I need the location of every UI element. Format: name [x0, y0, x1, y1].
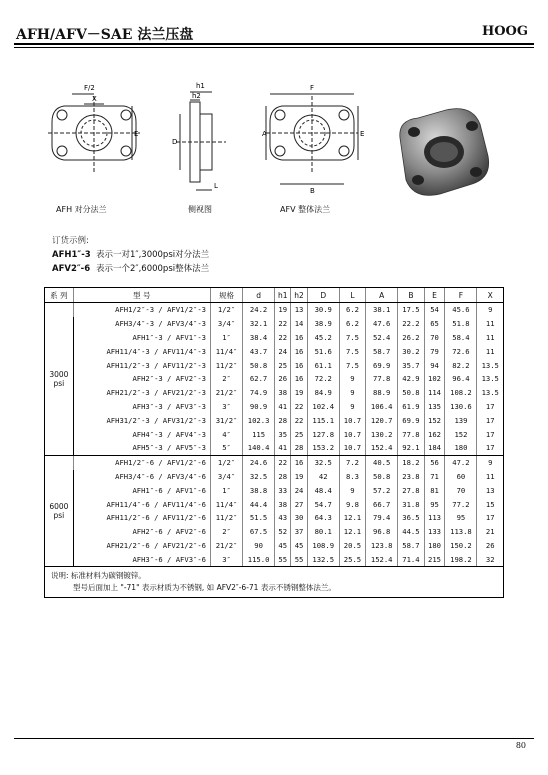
notes-row	[45, 567, 504, 598]
value-cell: 36.5	[398, 511, 424, 525]
value-cell: 65	[424, 317, 445, 331]
model-cell: AFH1/2″-6 / AFV1/2″-6	[73, 455, 210, 469]
column-header: h1	[275, 288, 291, 303]
value-cell: 16	[291, 455, 307, 469]
value-cell: 92.1	[398, 441, 424, 455]
order-code: AFV2″-6	[52, 264, 91, 274]
table-row	[45, 400, 504, 414]
value-cell: 6.2	[339, 317, 365, 331]
value-cell: 13.5	[477, 386, 504, 400]
footer-rule	[14, 738, 534, 739]
value-cell: 31/2″	[211, 413, 243, 427]
table-header-row	[45, 288, 504, 303]
value-cell: 153.2	[307, 441, 339, 455]
value-cell: 9	[339, 372, 365, 386]
value-cell: 30	[291, 511, 307, 525]
value-cell: 45.2	[307, 331, 339, 345]
value-cell: 52.4	[366, 331, 398, 345]
value-cell: 31.8	[398, 497, 424, 511]
table-row	[45, 386, 504, 400]
flange-photo	[388, 100, 498, 200]
value-cell: 198.2	[445, 552, 477, 566]
model-cell: AFH1″-3 / AFV1″-3	[73, 331, 210, 345]
value-cell: 81	[424, 483, 445, 497]
value-cell: 123.8	[366, 539, 398, 553]
value-cell: 21/2″	[211, 539, 243, 553]
value-cell: 22	[275, 331, 291, 345]
value-cell: 38	[275, 386, 291, 400]
column-header: 系 列	[45, 288, 74, 303]
value-cell: 2″	[211, 372, 243, 386]
value-cell: 132.5	[307, 552, 339, 566]
model-cell: AFH11/2″-6 / AFV11/2″-6	[73, 511, 210, 525]
value-cell: 135	[424, 400, 445, 414]
value-cell: 54.7	[307, 497, 339, 511]
value-cell: 19	[291, 470, 307, 484]
value-cell: 71.4	[398, 552, 424, 566]
value-cell: 10.7	[339, 427, 365, 441]
value-cell: 150.2	[445, 539, 477, 553]
header-rule-thin	[14, 47, 534, 48]
value-cell: 64.3	[307, 511, 339, 525]
value-cell: 7.5	[339, 358, 365, 372]
dim-e-afv: E	[360, 130, 365, 138]
value-cell: 9	[477, 455, 504, 469]
value-cell: 7.5	[339, 344, 365, 358]
model-cell: AFH31/2″-3 / AFV31/2″-3	[73, 413, 210, 427]
value-cell: 162	[424, 427, 445, 441]
column-header: 规格	[211, 288, 243, 303]
value-cell: 48.4	[307, 483, 339, 497]
value-cell: 19	[291, 386, 307, 400]
value-cell: 56	[424, 455, 445, 469]
value-cell: 14	[291, 317, 307, 331]
value-cell: 45.6	[445, 303, 477, 317]
value-cell: 62.7	[243, 372, 275, 386]
model-cell: AFH2″-6 / AFV2″-6	[73, 525, 210, 539]
value-cell: 139	[445, 413, 477, 427]
value-cell: 45	[291, 539, 307, 553]
value-cell: 47.6	[366, 317, 398, 331]
dim-e: E	[134, 130, 139, 138]
value-cell: 96.4	[445, 372, 477, 386]
value-cell: 61.1	[307, 358, 339, 372]
value-cell: 17	[477, 413, 504, 427]
value-cell: 1/2″	[211, 303, 243, 317]
value-cell: 60	[445, 470, 477, 484]
value-cell: 16	[291, 372, 307, 386]
value-cell: 90.9	[243, 400, 275, 414]
value-cell: 3/4″	[211, 317, 243, 331]
model-cell: AFH21/2″-6 / AFV21/2″-6	[73, 539, 210, 553]
order-example-title: 订货示例:	[52, 236, 89, 246]
header-rule	[14, 43, 534, 45]
value-cell: 8.3	[339, 470, 365, 484]
column-header: 型 号	[73, 288, 210, 303]
table-row	[45, 525, 504, 539]
value-cell: 72.2	[307, 372, 339, 386]
value-cell: 127.8	[307, 427, 339, 441]
value-cell: 32.5	[307, 455, 339, 469]
model-cell: AFH2″-3 / AFV2″-3	[73, 372, 210, 386]
value-cell: 37	[291, 525, 307, 539]
series-label: 3000 psi	[45, 303, 74, 456]
value-cell: 51.8	[445, 317, 477, 331]
value-cell: 67.5	[243, 525, 275, 539]
value-cell: 11/2″	[211, 358, 243, 372]
value-cell: 130.2	[366, 427, 398, 441]
table-row	[45, 427, 504, 441]
value-cell: 21	[477, 525, 504, 539]
value-cell: 1/2″	[211, 455, 243, 469]
spec-table	[44, 287, 504, 598]
order-desc: 表示一对1″,3000psi对分法兰	[96, 250, 210, 260]
value-cell: 41	[275, 400, 291, 414]
value-cell: 72.6	[445, 344, 477, 358]
value-cell: 9	[339, 386, 365, 400]
value-cell: 95	[445, 511, 477, 525]
value-cell: 54	[424, 303, 445, 317]
value-cell: 28	[275, 413, 291, 427]
table-row	[45, 483, 504, 497]
value-cell: 70	[445, 483, 477, 497]
model-cell: AFH1″-6 / AFV1″-6	[73, 483, 210, 497]
value-cell: 184	[424, 441, 445, 455]
model-cell: AFH11/4″-6 / AFV11/4″-6	[73, 497, 210, 511]
value-cell: 7.5	[339, 331, 365, 345]
value-cell: 180	[424, 539, 445, 553]
value-cell: 13	[477, 483, 504, 497]
value-cell: 16	[291, 344, 307, 358]
column-header: B	[398, 288, 424, 303]
value-cell: 102.4	[307, 400, 339, 414]
model-cell: AFH11/4″-3 / AFV11/4″-3	[73, 344, 210, 358]
value-cell: 9	[339, 483, 365, 497]
value-cell: 47.2	[445, 455, 477, 469]
value-cell: 152	[424, 413, 445, 427]
value-cell: 11	[477, 470, 504, 484]
afv-caption: AFV 整体法兰	[280, 205, 331, 214]
value-cell: 77.8	[398, 427, 424, 441]
model-cell: AFH11/2″-3 / AFV11/2″-3	[73, 358, 210, 372]
value-cell: 25	[291, 427, 307, 441]
value-cell: 26	[477, 539, 504, 553]
value-cell: 35	[275, 427, 291, 441]
value-cell: 44.5	[398, 525, 424, 539]
model-cell: AFH1/2″-3 / AFV1/2″-3	[73, 303, 210, 317]
value-cell: 24	[275, 344, 291, 358]
value-cell: 9	[477, 303, 504, 317]
value-cell: 21/2″	[211, 386, 243, 400]
dim-l: L	[214, 182, 218, 190]
value-cell: 38.1	[366, 303, 398, 317]
value-cell: 58.4	[445, 331, 477, 345]
afh-caption: AFH 对分法兰	[56, 205, 107, 214]
column-header: F	[445, 288, 477, 303]
value-cell: 2″	[211, 525, 243, 539]
value-cell: 11/4″	[211, 344, 243, 358]
value-cell: 1″	[211, 331, 243, 345]
table-row	[45, 470, 504, 484]
brand-name: HOOG	[481, 24, 528, 39]
value-cell: 11/4″	[211, 497, 243, 511]
dim-f2: F/2	[84, 84, 95, 92]
value-cell: 17.5	[398, 303, 424, 317]
column-header: A	[366, 288, 398, 303]
table-row	[45, 331, 504, 345]
table-row	[45, 497, 504, 511]
value-cell: 30.9	[307, 303, 339, 317]
value-cell: 22	[275, 317, 291, 331]
value-cell: 71	[424, 470, 445, 484]
value-cell: 133	[424, 525, 445, 539]
value-cell: 3/4″	[211, 470, 243, 484]
value-cell: 13.5	[477, 358, 504, 372]
series-label: 6000 psi	[45, 455, 74, 566]
value-cell: 115.1	[307, 413, 339, 427]
value-cell: 32.5	[243, 470, 275, 484]
value-cell: 13	[291, 303, 307, 317]
value-cell: 22.2	[398, 317, 424, 331]
value-cell: 7.2	[339, 455, 365, 469]
model-cell: AFH4″-3 / AFV4″-3	[73, 427, 210, 441]
dim-h2: h2	[192, 92, 201, 100]
value-cell: 10.7	[339, 413, 365, 427]
value-cell: 80.1	[307, 525, 339, 539]
dim-f: F	[310, 84, 315, 92]
page-title: AFH/AFV－SAE 法兰压盘	[16, 27, 194, 43]
dim-b: B	[310, 187, 315, 195]
value-cell: 57.2	[366, 483, 398, 497]
value-cell: 45	[275, 539, 291, 553]
model-cell: AFH3″-6 / AFV3″-6	[73, 552, 210, 566]
value-cell: 22	[291, 400, 307, 414]
value-cell: 108.2	[445, 386, 477, 400]
column-header: L	[339, 288, 365, 303]
value-cell: 61.9	[398, 400, 424, 414]
value-cell: 58.7	[366, 344, 398, 358]
value-cell: 12.1	[339, 511, 365, 525]
value-cell: 35.7	[398, 358, 424, 372]
value-cell: 17	[477, 441, 504, 455]
value-cell: 16	[291, 331, 307, 345]
value-cell: 77.8	[366, 372, 398, 386]
table-row	[45, 455, 504, 469]
value-cell: 88.9	[366, 386, 398, 400]
value-cell: 17	[477, 400, 504, 414]
value-cell: 140.4	[243, 441, 275, 455]
column-header: d	[243, 288, 275, 303]
table-row	[45, 344, 504, 358]
value-cell: 38.4	[243, 331, 275, 345]
value-cell: 115.0	[243, 552, 275, 566]
dim-a: A	[262, 130, 267, 138]
value-cell: 96.8	[366, 525, 398, 539]
order-code: AFH1″-3	[52, 250, 91, 260]
value-cell: 38	[275, 497, 291, 511]
table-row	[45, 358, 504, 372]
value-cell: 106.4	[366, 400, 398, 414]
order-desc: 表示一个2″,6000psi整体法兰	[96, 264, 210, 274]
notes-cell	[45, 567, 504, 598]
value-cell: 42	[307, 470, 339, 484]
value-cell: 43	[275, 511, 291, 525]
value-cell: 22	[291, 413, 307, 427]
value-cell: 38.9	[307, 317, 339, 331]
value-cell: 42.9	[398, 372, 424, 386]
value-cell: 11	[477, 331, 504, 345]
value-cell: 32.1	[243, 317, 275, 331]
page-number: 80	[515, 741, 526, 750]
value-cell: 9.8	[339, 497, 365, 511]
value-cell: 113.8	[445, 525, 477, 539]
value-cell: 1″	[211, 483, 243, 497]
value-cell: 108.9	[307, 539, 339, 553]
value-cell: 152	[445, 427, 477, 441]
value-cell: 32	[477, 552, 504, 566]
value-cell: 77.2	[445, 497, 477, 511]
value-cell: 5″	[211, 441, 243, 455]
value-cell: 58.7	[398, 539, 424, 553]
order-example-1	[52, 248, 209, 260]
value-cell: 24	[291, 483, 307, 497]
table-row	[45, 441, 504, 455]
value-cell: 23.8	[398, 470, 424, 484]
value-cell: 33	[275, 483, 291, 497]
table-row	[45, 539, 504, 553]
model-cell: AFH3″-3 / AFV3″-3	[73, 400, 210, 414]
value-cell: 102.3	[243, 413, 275, 427]
value-cell: 113	[424, 511, 445, 525]
value-cell: 79.4	[366, 511, 398, 525]
model-cell: AFH21/2″-3 / AFV21/2″-3	[73, 386, 210, 400]
value-cell: 44.4	[243, 497, 275, 511]
value-cell: 17	[477, 427, 504, 441]
value-cell: 19	[275, 303, 291, 317]
value-cell: 55	[275, 552, 291, 566]
value-cell: 51.6	[307, 344, 339, 358]
table-row	[45, 372, 504, 386]
value-cell: 152.4	[366, 441, 398, 455]
value-cell: 40.5	[366, 455, 398, 469]
table-row	[45, 303, 504, 317]
value-cell: 130.6	[445, 400, 477, 414]
value-cell: 13.5	[477, 372, 504, 386]
value-cell: 38.8	[243, 483, 275, 497]
value-cell: 10.7	[339, 441, 365, 455]
model-cell: AFH3/4″-3 / AFV3/4″-3	[73, 317, 210, 331]
value-cell: 3″	[211, 400, 243, 414]
model-cell: AFH3/4″-6 / AFV3/4″-6	[73, 470, 210, 484]
table-row	[45, 413, 504, 427]
value-cell: 25	[275, 358, 291, 372]
value-cell: 152.4	[366, 552, 398, 566]
value-cell: 90	[243, 539, 275, 553]
value-cell: 24.2	[243, 303, 275, 317]
value-cell: 95	[424, 497, 445, 511]
value-cell: 50.8	[243, 358, 275, 372]
value-cell: 12.1	[339, 525, 365, 539]
value-cell: 17	[477, 511, 504, 525]
value-cell: 28	[291, 441, 307, 455]
value-cell: 69.9	[366, 358, 398, 372]
note-line: 说明: 标准材料为碳钢镀锌。	[51, 571, 146, 581]
table-row	[45, 552, 504, 566]
value-cell: 55	[291, 552, 307, 566]
value-cell: 11/2″	[211, 511, 243, 525]
value-cell: 11	[477, 344, 504, 358]
value-cell: 22	[275, 455, 291, 469]
value-cell: 15	[477, 497, 504, 511]
value-cell: 50.8	[398, 386, 424, 400]
table-row	[45, 317, 504, 331]
column-header: D	[307, 288, 339, 303]
value-cell: 215	[424, 552, 445, 566]
model-cell: AFH5″-3 / AFV5″-3	[73, 441, 210, 455]
value-cell: 41	[275, 441, 291, 455]
value-cell: 115	[243, 427, 275, 441]
value-cell: 180	[445, 441, 477, 455]
dim-h1: h1	[196, 82, 205, 90]
afv-drawing	[262, 78, 365, 198]
side-view-caption: 侧视图	[188, 205, 212, 214]
column-header: h2	[291, 288, 307, 303]
dim-d: D	[172, 138, 178, 146]
value-cell: 16	[291, 358, 307, 372]
value-cell: 26.2	[398, 331, 424, 345]
value-cell: 70	[424, 331, 445, 345]
value-cell: 24.6	[243, 455, 275, 469]
note-line: 型号后面加上 "-71" 表示材质为不锈钢, 如 AFV2″-6-71 表示不锈钢整体法兰。	[73, 583, 336, 593]
value-cell: 114	[424, 386, 445, 400]
side-view-drawing	[166, 78, 236, 198]
value-cell: 4″	[211, 427, 243, 441]
value-cell: 18.2	[398, 455, 424, 469]
value-cell: 120.7	[366, 413, 398, 427]
value-cell: 50.8	[366, 470, 398, 484]
column-header: E	[424, 288, 445, 303]
value-cell: 43.7	[243, 344, 275, 358]
afh-drawing	[44, 78, 144, 198]
value-cell: 51.5	[243, 511, 275, 525]
value-cell: 66.7	[366, 497, 398, 511]
value-cell: 25.5	[339, 552, 365, 566]
value-cell: 94	[424, 358, 445, 372]
value-cell: 20.5	[339, 539, 365, 553]
value-cell: 11	[477, 317, 504, 331]
value-cell: 79	[424, 344, 445, 358]
value-cell: 3″	[211, 552, 243, 566]
value-cell: 84.9	[307, 386, 339, 400]
order-example-2	[52, 262, 209, 274]
dim-x: X	[92, 95, 97, 103]
value-cell: 27.8	[398, 483, 424, 497]
value-cell: 74.9	[243, 386, 275, 400]
value-cell: 52	[275, 525, 291, 539]
value-cell: 28	[275, 470, 291, 484]
value-cell: 69.9	[398, 413, 424, 427]
value-cell: 102	[424, 372, 445, 386]
value-cell: 30.2	[398, 344, 424, 358]
table-row	[45, 511, 504, 525]
value-cell: 6.2	[339, 303, 365, 317]
value-cell: 26	[275, 372, 291, 386]
value-cell: 27	[291, 497, 307, 511]
value-cell: 9	[339, 400, 365, 414]
column-header: X	[477, 288, 504, 303]
value-cell: 82.2	[445, 358, 477, 372]
